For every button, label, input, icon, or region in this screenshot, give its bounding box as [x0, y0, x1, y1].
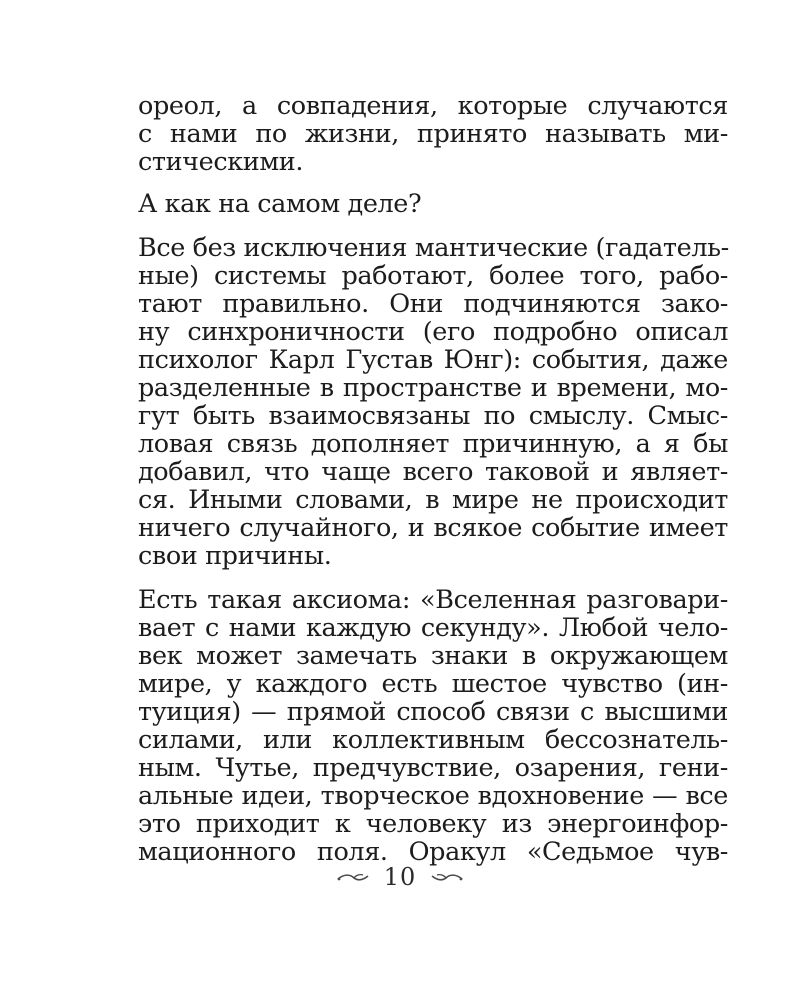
text-line: гут быть взаимосвязаны по смыслу. Смыс- — [138, 401, 728, 431]
page-footer — [0, 862, 800, 892]
text-line: век может замечать знаки в окружающем — [138, 641, 728, 671]
text-line: свои причины. — [138, 541, 332, 571]
text-line: ным. Чутье, предчувствие, озарения, гени- — [138, 753, 728, 783]
text-line: психолог Карл Густав Юнг): события, даже — [138, 345, 728, 375]
paragraph-2 — [138, 190, 728, 218]
page-number: 10 — [383, 863, 417, 891]
text-line: вает с нами каждую секунду». Любой чело- — [138, 613, 728, 643]
text-line: добавил, что чаще всего таковой и являет- — [138, 457, 728, 487]
text-line: туиция) — прямой способ связи с высшими — [138, 697, 728, 727]
paragraph-1 — [138, 92, 728, 176]
flourish-left-icon — [336, 870, 370, 884]
paragraph-4 — [138, 586, 728, 866]
text-line: ся. Иными словами, в мире не происходит — [138, 485, 728, 515]
text-line: силами, или коллективным бессознатель- — [138, 725, 728, 755]
text-line: тают правильно. Они подчиняются зако- — [138, 289, 728, 319]
text-line: разделенные в пространстве и времени, мо- — [138, 373, 728, 403]
paragraph-3 — [138, 234, 728, 570]
text-line: А как на самом деле? — [138, 189, 422, 219]
text-line: Все без исключения мантические (гадатель- — [138, 233, 729, 263]
text-line: стическими. — [138, 147, 304, 177]
flourish-right-icon — [430, 870, 464, 884]
text-line: альные идеи, творческое вдохновение — все — [138, 781, 728, 811]
text-line: ловая связь дополняет причинную, а я бы — [138, 429, 728, 459]
text-line: с нами по жизни, принято называть ми- — [138, 119, 728, 149]
text-line: ничего случайного, и всякое событие имеет — [138, 513, 728, 543]
text-line: ные) системы работают, более того, рабо- — [138, 261, 728, 291]
page-body — [138, 92, 728, 880]
text-line: мире, у каждого есть шестое чувство (ин- — [138, 669, 728, 699]
text-line: ну синхроничности (его подробно описал — [138, 317, 728, 347]
text-line: мационного поля. Оракул «Седьмое чув- — [138, 837, 728, 867]
text-line: Есть такая аксиома: «Вселенная разговари- — [138, 585, 728, 615]
text-line: ореол, а совпадения, которые случаются — [138, 91, 728, 121]
text-line: это приходит к человеку из энергоинфор- — [138, 809, 728, 839]
